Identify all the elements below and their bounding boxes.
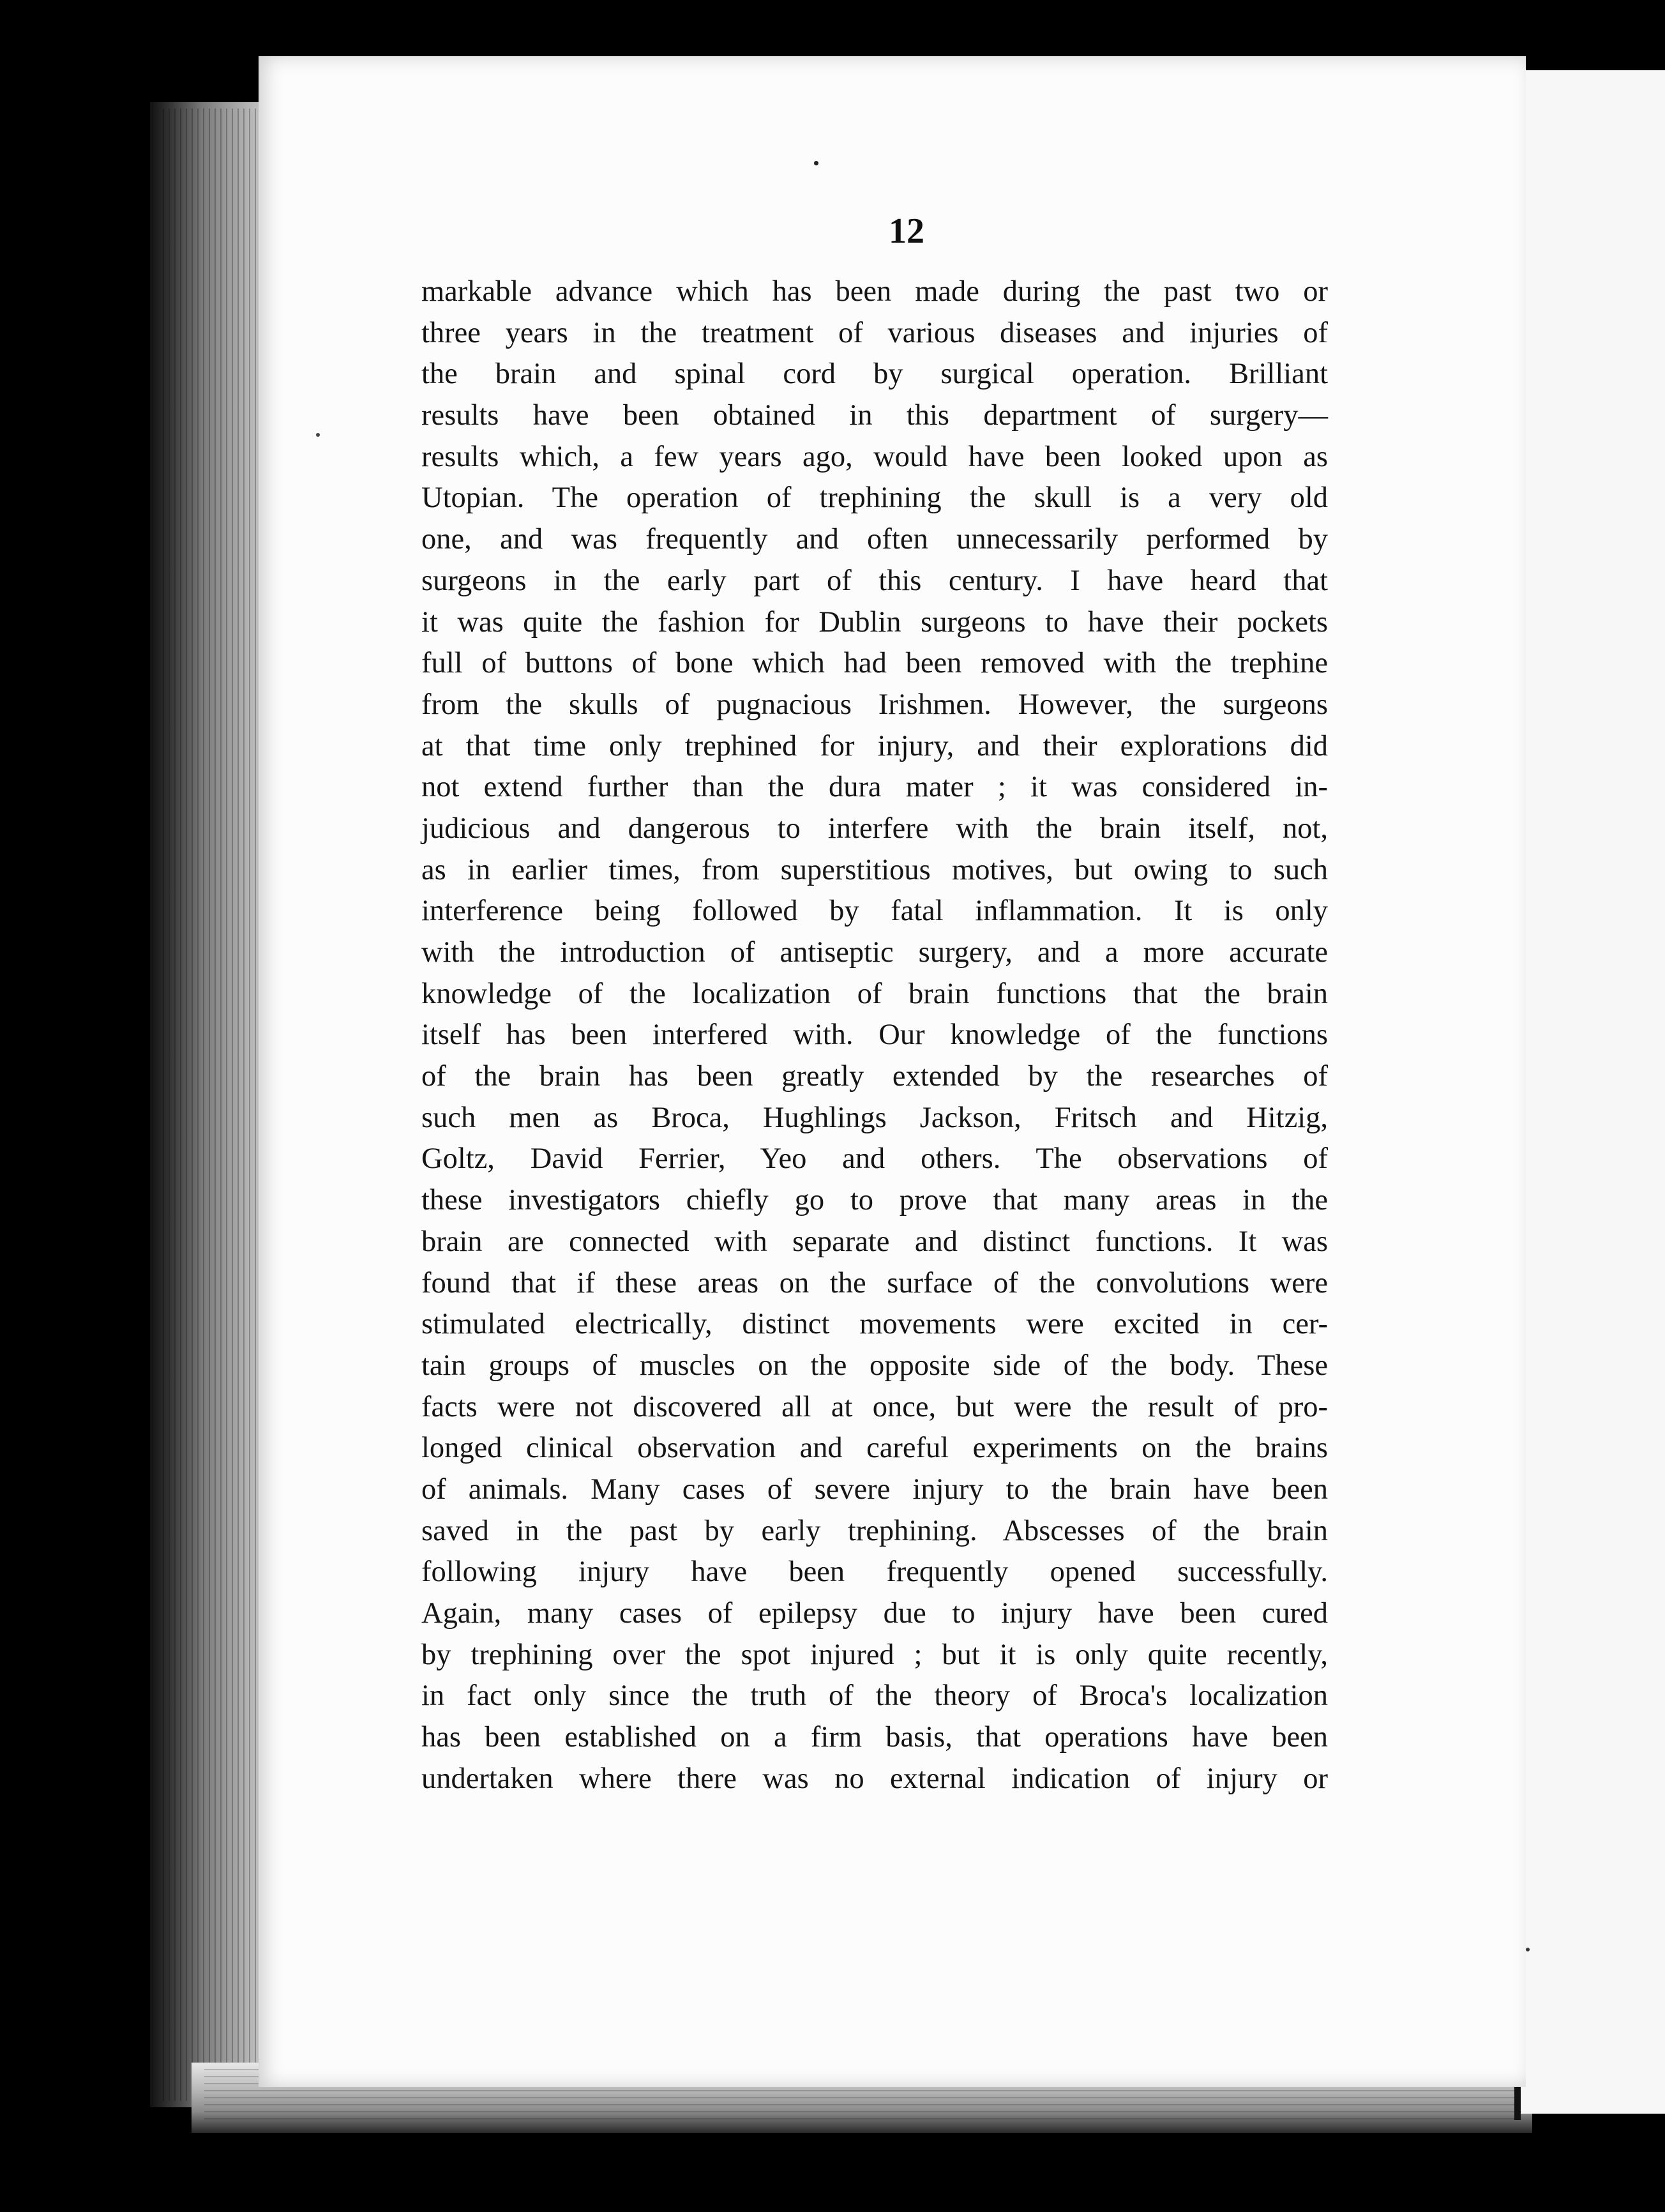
text-line: it was quite the fashion for Dublin surgeons to have their pockets bbox=[421, 605, 1328, 639]
dust-speck bbox=[814, 161, 818, 165]
text-line: results which, a few years ago, would have been looked upon as bbox=[421, 440, 1328, 473]
text-line: these investigators chiefly go to prove that many areas in the bbox=[421, 1184, 1328, 1217]
text-line: itself has been interfered with. Our knowledge of the functions bbox=[421, 1019, 1328, 1052]
dust-speck bbox=[316, 433, 320, 437]
page-body-text bbox=[421, 271, 1328, 1799]
text-line: has been established on a firm basis, that operations have been bbox=[421, 1721, 1328, 1754]
text-line: surgeons in the early part of this century. I have heard that bbox=[421, 564, 1328, 597]
text-line: following injury have been frequently opened successfully. bbox=[421, 1556, 1328, 1589]
text-line: the brain and spinal cord by surgical operation. Brilliant bbox=[421, 358, 1328, 391]
text-line: saved in the past by early trephining. Abscesses of the brain bbox=[421, 1514, 1328, 1547]
text-line: judicious and dangerous to interfere with the brain itself, not, bbox=[421, 812, 1328, 845]
text-line: found that if these areas on the surface of the convolutions were bbox=[421, 1266, 1328, 1299]
text-line: of animals. Many cases of severe injury to the brain have been bbox=[421, 1473, 1328, 1506]
text-line: Goltz, David Ferrier, Yeo and others. The observations of bbox=[421, 1142, 1328, 1176]
text-line: with the introduction of antiseptic surgery, and a more accurate bbox=[421, 936, 1328, 969]
text-line: in fact only since the truth of the theory of Broca's localization bbox=[421, 1679, 1328, 1713]
text-line: markable advance which has been made during the past two or bbox=[421, 275, 1328, 308]
text-line: one, and was frequently and often unnecessarily performed by bbox=[421, 523, 1328, 556]
text-line: as in earlier times, from superstitious motives, but owing to such bbox=[421, 853, 1328, 886]
text-line: such men as Broca, Hughlings Jackson, Fritsch and Hitzig, bbox=[421, 1101, 1328, 1134]
text-line: tain groups of muscles on the opposite side of the body. These bbox=[421, 1349, 1328, 1382]
text-line: three years in the treatment of various diseases and injuries of bbox=[421, 316, 1328, 349]
text-line: Utopian. The operation of trephining the skull is a very old bbox=[421, 481, 1328, 515]
text-line: interference being followed by fatal inflammation. It is only bbox=[421, 895, 1328, 928]
text-line: brain are connected with separate and distinct functions. It was bbox=[421, 1225, 1328, 1258]
text-line: results have been obtained in this department of surgery— bbox=[421, 399, 1328, 432]
text-line: facts were not discovered all at once, but were the result of pro- bbox=[421, 1390, 1328, 1423]
facing-page bbox=[1518, 70, 1665, 2114]
text-line: longed clinical observation and careful experiments on the brains bbox=[421, 1432, 1328, 1465]
text-line: not extend further than the dura mater ; it was considered in- bbox=[421, 771, 1328, 804]
text-line: from the skulls of pugnacious Irishmen. However, the surgeons bbox=[421, 688, 1328, 721]
stacked-page-edges bbox=[163, 109, 259, 2101]
text-line: at that time only trephined for injury, and their explorations did bbox=[421, 729, 1328, 762]
dust-speck bbox=[1526, 1948, 1530, 1951]
text-line: Again, many cases of epilepsy due to injury have been cured bbox=[421, 1597, 1328, 1630]
text-line: by trephining over the spot injured ; but it is only quite recently, bbox=[421, 1638, 1328, 1671]
text-line: full of buttons of bone which had been removed with the trephine bbox=[421, 647, 1328, 680]
text-line: of the brain has been greatly extended by the researches of bbox=[421, 1060, 1328, 1093]
text-line: stimulated electrically, distinct movements were excited in cer- bbox=[421, 1308, 1328, 1341]
text-line: undertaken where there was no external indication of injury or bbox=[421, 1762, 1328, 1795]
page-number: 12 bbox=[889, 211, 924, 251]
text-line: knowledge of the localization of brain functions that the brain bbox=[421, 977, 1328, 1010]
